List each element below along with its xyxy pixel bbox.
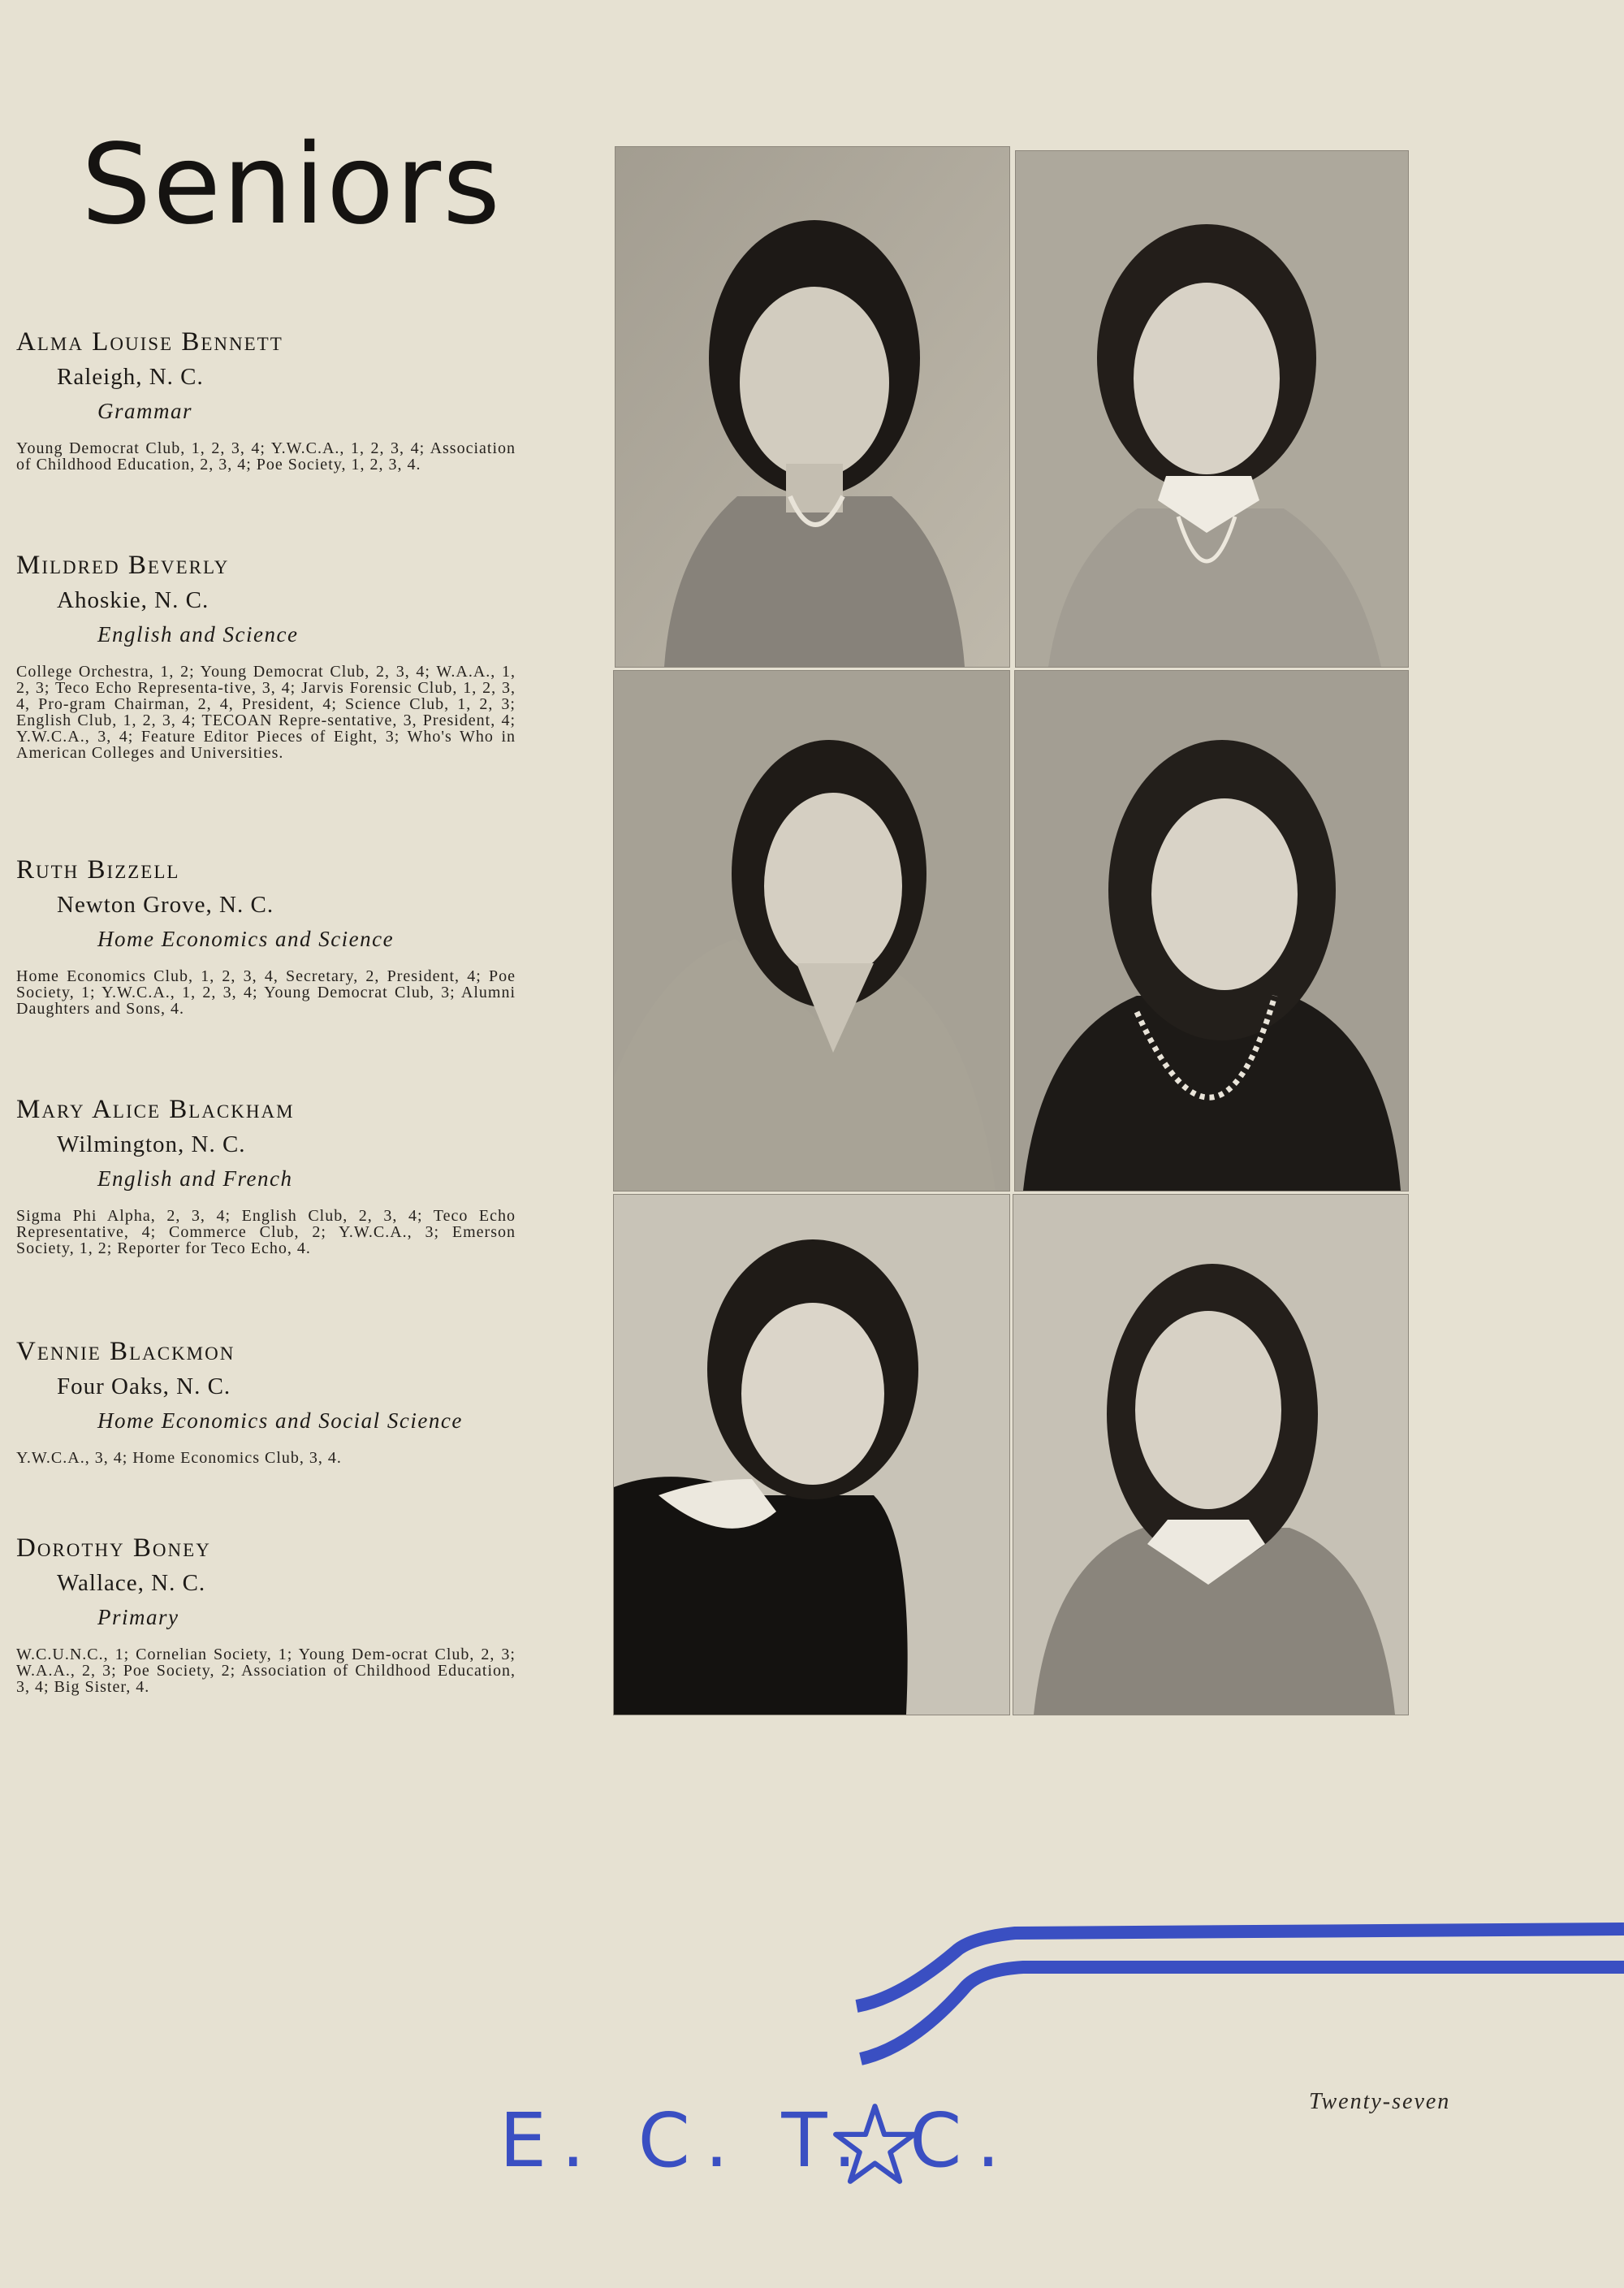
senior-major: Home Economics and Social Science [97,1408,463,1433]
senior-major: English and Science [97,622,299,647]
senior-town: Four Oaks, N. C. [57,1373,231,1399]
senior-name: Dorothy Boney [16,1533,211,1563]
senior-activities: College Orchestra, 1, 2; Young Democrat Club, 2, 3, 4; W.A.A., 1, 2, 3; Teco Echo Representa-tive, 3, 4; Jarvis Forensic Club, 1, 2, 3, 4, Pro-gram Chairman, 2, 4, President, 4; Science Club, 1, 2, 3; English Club, 1, 2, 3, 4; TECOAN Repre-sentative, 3, President, 4; Y.W.C.A., 3, 4; Feature Editor Pieces of Eight, 3; Who's Who in American Colleges and Universities. [16,663,516,762]
senior-activities: Y.W.C.A., 3, 4; Home Economics Club, 3, 4. [16,1449,342,1467]
senior-portrait [1013,1194,1409,1715]
senior-activities: Home Economics Club, 1, 2, 3, 4, Secretary, 2, President, 4; Poe Society, 1; Y.W.C.A., 1, 2, 3, 4; Young Democrat Club, 3; Alumni Daughters and Sons, 4. [16,967,516,1018]
senior-major: English and French [97,1166,293,1191]
senior-town: Ahoskie, N. C. [57,587,209,613]
senior-entry [16,1535,516,1695]
star-icon [832,2102,918,2187]
senior-major: Grammar [97,399,193,423]
page-title: Seniors [81,121,502,249]
senior-name: Mary Alice Blackham [16,1095,295,1124]
swoosh-ornament [844,1917,1624,2079]
senior-entry [16,1096,516,1256]
senior-portrait [1015,150,1409,668]
senior-portrait [615,146,1010,668]
senior-entry [16,1339,516,1466]
senior-major: Home Economics and Science [97,927,395,951]
senior-town: Wallace, N. C. [57,1570,206,1596]
senior-activities: Young Democrat Club, 1, 2, 3, 4; Y.W.C.A., 1, 2, 3, 4; Association of Childhood Education, 2, 3, 4; Poe Society, 1, 2, 3, 4. [16,439,516,474]
senior-portrait [1014,670,1409,1192]
senior-town: Newton Grove, N. C. [57,892,274,918]
senior-activities: W.C.U.N.C., 1; Cornelian Society, 1; Young Dem-ocrat Club, 2, 3; W.A.A., 2, 3; Poe Society, 2; Association of Childhood Education, 3, 4; Big Sister, 4. [16,1646,516,1696]
senior-town: Raleigh, N. C. [57,364,204,390]
senior-entry [16,857,516,1017]
senior-entry [16,329,516,473]
senior-town: Wilmington, N. C. [57,1131,246,1157]
page-number: Twenty-seven [1309,2089,1451,2114]
senior-name: Alma Louise Bennett [16,327,283,357]
senior-major: Primary [97,1605,179,1629]
senior-portrait [613,670,1010,1192]
senior-name: Mildred Beverly [16,551,230,580]
portrait-grid [613,146,1409,1714]
senior-name: Ruth Bizzell [16,855,180,884]
senior-portrait [613,1194,1010,1715]
senior-name: Vennie Blackmon [16,1337,235,1366]
college-logo-text: E. C. T. C. [499,2097,1015,2184]
senior-entry [16,552,516,761]
senior-activities: Sigma Phi Alpha, 2, 3, 4; English Club, 2, 3, 4; Teco Echo Representative, 4; Commerce Club, 2; Y.W.C.A., 3; Emerson Society, 1, 2; Reporter for Teco Echo, 4. [16,1207,516,1257]
